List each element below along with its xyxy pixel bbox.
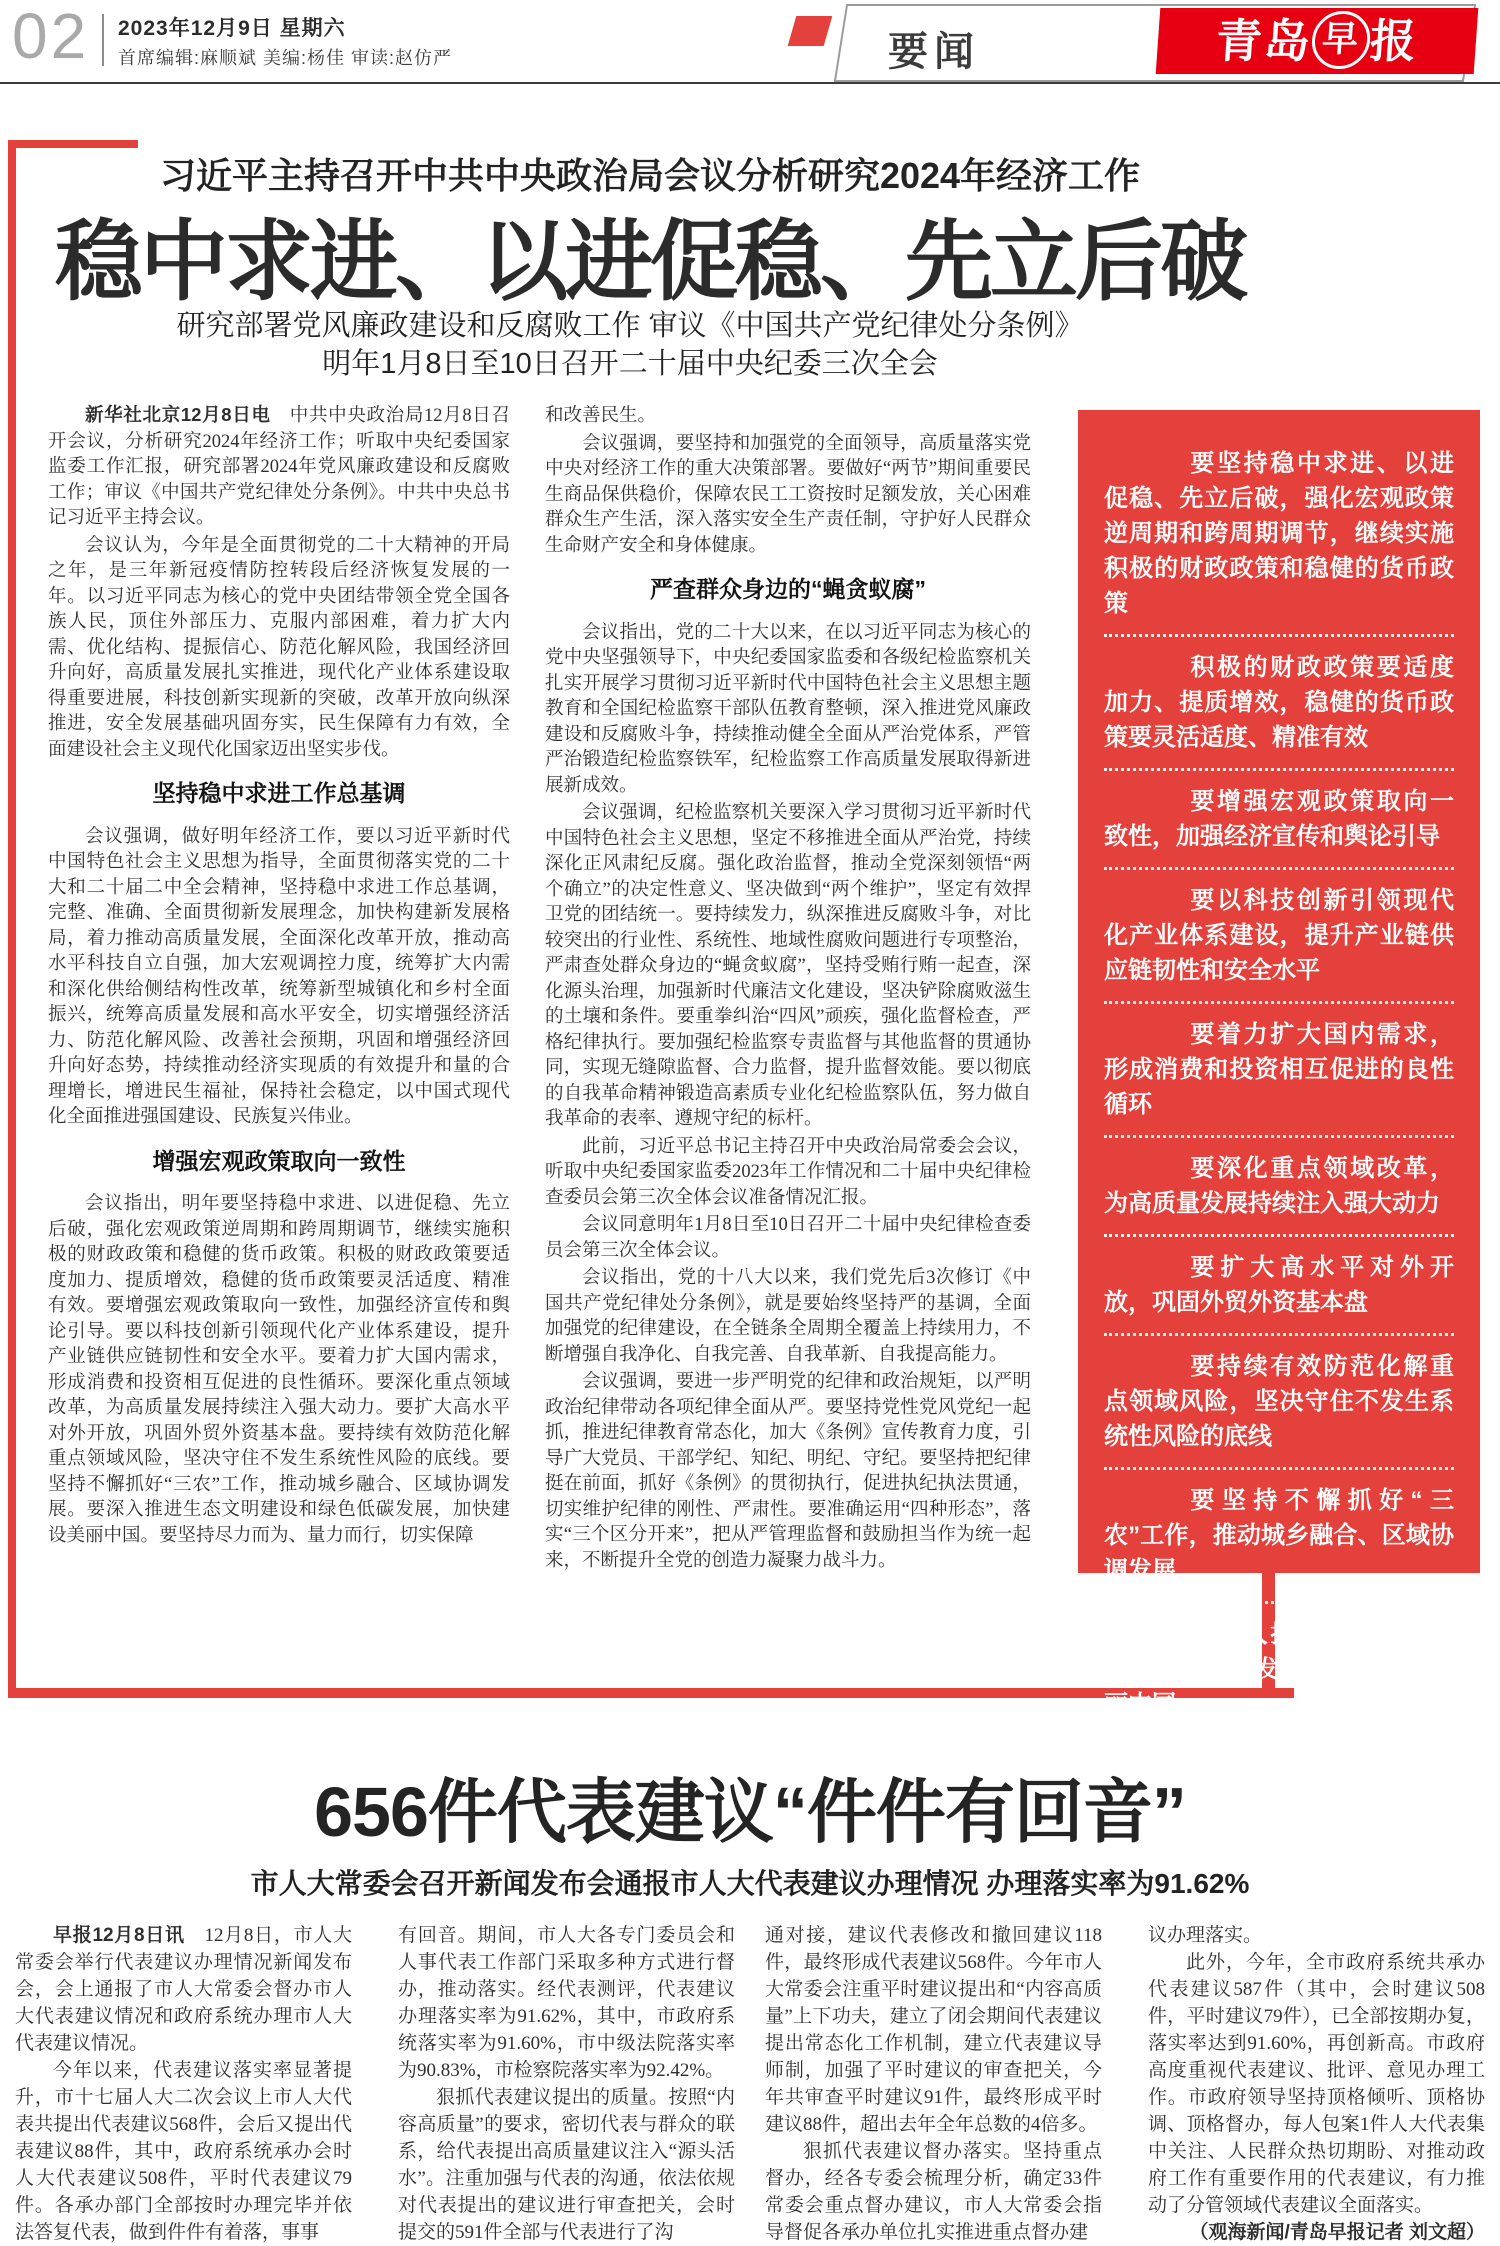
article-frame-left bbox=[8, 140, 16, 1698]
bottom-article-column-3 bbox=[765, 1922, 1102, 2243]
paragraph bbox=[398, 2084, 735, 2246]
paragraph bbox=[398, 1922, 735, 2084]
paragraph bbox=[1148, 1949, 1485, 2219]
paragraph bbox=[48, 781, 510, 807]
paragraph-text: 议办理落实。 bbox=[1148, 1925, 1263, 1946]
main-article-column-2 bbox=[545, 402, 1031, 1634]
paragraph bbox=[545, 430, 1031, 560]
paragraph bbox=[545, 799, 1031, 1133]
masthead-red-dash bbox=[788, 16, 833, 46]
paragraph-text: 会议指出，党的二十大以来，在以习近平同志为核心的党中央坚强领导下，中央纪委国家监委和各级纪检监察机关扎实开展学习贯彻习近平新时代中国特色社会主义思想主题教育和全国纪检监察干部队伍教育整顿，深入推进党风廉政建设和反腐败斗争，持续推动健全全面从严治党体系，严管严治锻造纪检监察铁军，纪检监察工作高质量发展取得新进展新成效。 bbox=[545, 622, 1031, 796]
main-article-column-1 bbox=[48, 402, 510, 1634]
main-headline: 稳中求进、以进促稳、先立后破 bbox=[54, 212, 1245, 311]
paragraph-text: 会议指出，党的十八大以来，我们党先后3次修订《中国共产党纪律处分条例》，就是要始终坚持严的基调，全面加强党的纪律建设，在全链条全周期全覆盖上持续用力，不断增强自我净化、自我完善、自我革新、自我提高能力。 bbox=[545, 1268, 1031, 1365]
paragraph bbox=[15, 1922, 352, 2057]
bottom-article-column-2 bbox=[398, 1922, 735, 2243]
paragraph-text: 和改善民生。 bbox=[545, 406, 657, 426]
paragraph-lead: 新华社北京12月8日电 bbox=[85, 404, 271, 425]
key-point-item: 积极的财政政策要适度加力、提质增效，稳健的货币政策要灵活适度、精准有效 bbox=[1104, 634, 1454, 755]
header-rule bbox=[0, 82, 1500, 84]
key-point-item: 要着力扩大国内需求，形成消费和投资相互促进的良性循环 bbox=[1104, 1001, 1454, 1122]
key-points-list bbox=[1078, 410, 1480, 1821]
paragraph-text: 会议同意明年1月8日至10日召开二十届中央纪律检查委员会第三次全体会议。 bbox=[545, 1215, 1031, 1261]
paragraph-lead: 早报12月8日讯 bbox=[53, 1925, 185, 1946]
paragraph-text: 通对接，建议代表修改和撤回建议118件，最终形成代表建议568件。今年市人大常委会注重平时建议提出和“内容高质量”上下功夫，建立了闭会期间代表建议提出常态化工作机制，建立代表建议导师制，加强了平时建议的审查把关，今年共审查平时建议91件，最终形成平时建议88件，超出去年全年总数的4倍多。 bbox=[765, 1925, 1102, 2135]
header-divider bbox=[102, 14, 104, 66]
masthead-inner bbox=[842, 6, 1468, 80]
bottom-article-column-4 bbox=[1148, 1922, 1485, 2243]
paragraph-text: 严查群众身边的“蝇贪蚁腐” bbox=[650, 576, 926, 602]
paragraph-text: 会议强调，要进一步严明党的纪律和政治规矩，以严明政治纪律带动各项纪律全面从严。要坚持党性党风党纪一起抓，推进纪律教育常态化，加大《条例》宣传教育力度，引导广大党员、干部学纪、知纪、明纪、守纪。要坚持把纪律挺在前面，抓好《条例》的贯彻执行，促进执纪执法贯通，切实维护纪律的刚性、严肃性。要准确运用“四种形态”，落实“三个区分开来”，把从严管理监督和鼓励担当作为统一起来，不断提升全党的创造力凝聚力战斗力。 bbox=[545, 1372, 1031, 1571]
editors-line: 首席编辑:麻顺斌 美编:杨佳 审读:赵仿严 bbox=[118, 48, 453, 68]
paragraph-text: 中共中央政治局12月8日召开会议，分析研究2024年经济工作；听取中央纪委国家监委工作汇报，研究部署2024年党风廉政建设和反腐败工作；审议《中国共产党纪律处分条例》。中共中央总书记习近平主持会议。 bbox=[48, 406, 510, 528]
paragraph bbox=[48, 532, 510, 764]
main-deck-line2: 明年1月8日至10日召开二十届中央纪委三次全会 bbox=[322, 348, 938, 380]
logo-circled-char: 早 bbox=[1310, 11, 1372, 69]
main-eyebrow-headline: 习近平主持召开中共中央政治局会议分析研究2024年经济工作 bbox=[159, 155, 1141, 196]
paragraph bbox=[765, 1922, 1102, 2138]
paragraph bbox=[545, 1211, 1031, 1264]
paragraph bbox=[765, 2138, 1102, 2246]
paragraph-text: 此外，今年，全市政府系统共承办代表建议587件（其中，会时建议508件，平时建议79件），已全部按期办复，落实率达到91.60%，再创新高。市政府高度重视代表建议、批评、意见办理工作。市政府领导坚持顶格倾听、顶格协调、顶格督办，每人包案1件人大代表集中关注、人民群众热切期盼、对推动政府工作有重要作用的代表建议，有力推动了分管领域代表建议全面落实。 bbox=[1148, 1952, 1485, 2216]
paragraph-text: 会议强调，要坚持和加强党的全面领导，高质量落实党中央对经济工作的重大决策部署。要做好“两节”期间重要民生商品保供稳价，保障农民工工资按时足额发放，关心困难群众生产生活，深入落实安全生产责任制，守护好人民群众生命财产安全和身体健康。 bbox=[545, 433, 1031, 556]
paragraph bbox=[545, 1368, 1031, 1574]
paragraph bbox=[48, 1190, 510, 1549]
paragraph bbox=[15, 2057, 352, 2246]
paragraph-text: 此前，习近平总书记主持召开中央政治局常委会会议，听取中央纪委国家监委2023年工作情况和二十届中央纪律检查委员会第三次全体会议准备情况汇报。 bbox=[545, 1136, 1031, 1208]
key-point-item: 要深入推进生态文明建设和绿色低碳发展，加快建设美丽中国 bbox=[1104, 1601, 1454, 1722]
paragraph-text: 今年以来，代表建议落实率显著提升，市十七届人大二次会议上市人大代表共提出代表建议568件，会后又提出代表建议88件，其中，政府系统承办会时人大代表建议508件，平时代表建议79件。各承办部门全部按时办理完毕并依法答复代表，做到件件有着落，事事 bbox=[15, 2060, 352, 2243]
main-deck-line1: 研究部署党风廉政建设和反腐败工作 审议《中国共产党纪律处分条例》 bbox=[176, 310, 1084, 342]
bottom-deck: 市人大常委会召开新闻发布会通报市人大代表建议办理情况 办理落实率为91.62% bbox=[250, 1868, 1250, 1899]
bottom-headline: 656件代表建议“件件有回音” bbox=[314, 1773, 1186, 1851]
newspaper-logo bbox=[1156, 8, 1479, 74]
key-point-item: 要坚持稳中求进、以进促稳、先立后破，强化宏观政策逆周期和跨周期调节，继续实施积极的财政政策和稳健的货币政策 bbox=[1104, 450, 1454, 617]
paragraph-text: 狠抓代表建议督办落实。坚持重点督办，经各专委会梳理分析，确定33件常委会重点督办建议，市人大常委会指导督促各承办单位扎实推进重点督办建 bbox=[765, 2141, 1102, 2243]
section-label: 要闻 bbox=[888, 30, 980, 74]
paragraph-text: 狠抓代表建议提出的质量。按照“内容高质量”的要求，密切代表与群众的联系，给代表提出高质量建议注入“源头活水”。注重加强与代表的沟通，依法依规对代表提出的建议进行审查把关，会时提交的591件全部与代表进行了沟 bbox=[398, 2087, 735, 2243]
logo-text-suffix: 报 bbox=[1368, 15, 1420, 67]
paragraph bbox=[1148, 1922, 1485, 1949]
paragraph bbox=[545, 1264, 1031, 1368]
paragraph bbox=[1148, 2219, 1485, 2246]
logo-text-prefix: 青岛 bbox=[1214, 15, 1314, 67]
paragraph-text: 增强宏观政策取向一致性 bbox=[152, 1147, 406, 1174]
paragraph bbox=[48, 823, 510, 1131]
key-points-sidebar bbox=[1078, 410, 1480, 1817]
article-frame-top-dash bbox=[8, 140, 138, 148]
paragraph bbox=[545, 1133, 1031, 1212]
paragraph-text: 会议指出，明年要坚持稳中求进、以进促稳、先立后破，强化宏观政策逆周期和跨周期调节，继续实施积极的财政政策和稳健的货币政策。积极的财政政策要适度加力、提质增效，稳健的货币政策要灵活适度、精准有效。要增强宏观政策取向一致性，加强经济宣传和舆论引导。要以科技创新引领现代化产业体系建设，提升产业链供应链韧性和安全水平。要着力扩大国内需求，形成消费和投资相互促进的良性循环。要深化重点领域改革，为高质量发展持续注入强大动力。要扩大高水平对外开放，巩固外贸外资基本盘。要持续有效防范化解重点领域风险，坚决守住不发生系统性风险的底线。要坚持不懈抓好“三农”工作，推动城乡融合、区域协调发展。要深入推进生态文明建设和绿色低碳发展，加快建设美丽中国。要坚持尽力而为、量力而行，切实保障 bbox=[48, 1194, 510, 1546]
paragraph-text: 有回音。期间，市人大各专门委员会和人事代表工作部门采取多种方式进行督办，推动落实。经代表测评，代表建议办理落实率为91.62%，其中，市政府系统落实率为91.60%，市中级法院落实率为90.83%，市检察院落实率为92.42%。 bbox=[398, 1925, 735, 2081]
bottom-article-column-1 bbox=[15, 1922, 352, 2243]
paragraph-text: （观海新闻/青岛早报记者 刘文超） bbox=[1189, 2222, 1485, 2243]
paragraph-text: 会议认为，今年是全面贯彻党的二十大精神的开局之年，是三年新冠疫情防控转段后经济恢复发展的一年。以习近平同志为核心的党中央团结带领全党全国各族人民，顶住外部压力、克服内部困难，着力扩大内需、优化结构、提振信心、防范化解风险，我国经济回升向好，高质量发展扎实推进，现代化产业体系建设取得重要进展，科技创新实现新的突破，改革开放向纵深推进，安全发展基础巩固夯实，民生保障有力有效，全面建设社会主义现代化国家迈出坚实步伐。 bbox=[48, 535, 510, 760]
key-point-item: 要深化重点领域改革，为高质量发展持续注入强大动力 bbox=[1104, 1135, 1454, 1221]
key-point-item: 要扩大高水平对外开放，巩固外贸外资基本盘 bbox=[1104, 1234, 1454, 1320]
key-point-item: 要坚持不懈抓好“三农”工作，推动城乡融合、区域协调发展 bbox=[1104, 1467, 1454, 1588]
key-point-item: 要持续有效防范化解重点领域风险，坚决守住不发生系统性风险的底线 bbox=[1104, 1333, 1454, 1454]
paragraph-text: 会议强调，做好明年经济工作，要以习近平新时代中国特色社会主义思想为指导，全面贯彻落实党的二十大和二十届二中全会精神，坚持稳中求进工作总基调，完整、准确、全面贯彻新发展理念，加快构建新发展格局，着力推动高质量发展，全面深化改革开放，推动高水平科技自立自强，加大宏观调控力度，统筹扩大内需和深化供给侧结构性改革，统筹新型城镇化和乡村全面振兴，统筹高质量发展和高水平安全，切实增强经济活力、防范化解风险、改善社会预期，巩固和增强经济回升向好态势，持续推动经济实现质的有效提升和量的合理增长，增进民生福祉，保持社会稳定，以中国式现代化全面推进强国建设、民族复兴伟业。 bbox=[48, 826, 510, 1127]
paragraph bbox=[545, 619, 1031, 800]
paragraph-text: 12月8日，市人大常委会举行代表建议办理情况新闻发布会，会上通报了市人大常委会督办市人大代表建议情况和政府系统办理市人大代表建议情况。 bbox=[15, 1925, 352, 2054]
paragraph bbox=[545, 577, 1031, 603]
paragraph-text: 会议强调，纪检监察机关要深入学习贯彻习近平新时代中国特色社会主义思想，坚定不移推进全面从严治党，持续深化正风肃纪反腐。强化政治监督，推动全党深刻领悟“两个确立”的决定性意义、坚决做到“两个维护”，坚定有效捍卫党的团结统一。要持续发力，纵深推进反腐败斗争，对比较突出的行业性、系统性、地域性腐败问题进行专项整治，严肃查处群众身边的“蝇贪蚁腐”，坚持受贿行贿一起查，深化源头治理，加强新时代廉洁文化建设，坚决铲除腐败滋生的土壤和条件。要重拳纠治“四风”顽疾，强化监督检查，严格纪律执行。要加强纪检监察专责监督与其他监督的贯通协同，实现无缝隙监督、合力监督，提升监督效能。要以彻底的自我革命精神锻造高素质专业化纪检监察队伍，努力做自我革命的表率、遵规守纪的标杆。 bbox=[545, 803, 1031, 1129]
paragraph bbox=[48, 1149, 510, 1175]
key-point-item: 要以科技创新引领现代化产业体系建设，提升产业链供应链韧性和安全水平 bbox=[1104, 867, 1454, 988]
masthead-box bbox=[834, 4, 1476, 82]
issue-date: 2023年12月9日 星期六 bbox=[118, 17, 346, 40]
key-point-item: 要增强宏观政策取向一致性，加强经济宣传和舆论引导 bbox=[1104, 768, 1454, 854]
paragraph bbox=[48, 402, 510, 532]
paragraph bbox=[545, 402, 1031, 430]
key-point-item: 要坚持尽力而为、量力而行，切实保障和改善民生 bbox=[1104, 1735, 1454, 1821]
page-number: 02 bbox=[12, 0, 90, 72]
paragraph-text: 坚持稳中求进工作总基调 bbox=[152, 780, 406, 806]
